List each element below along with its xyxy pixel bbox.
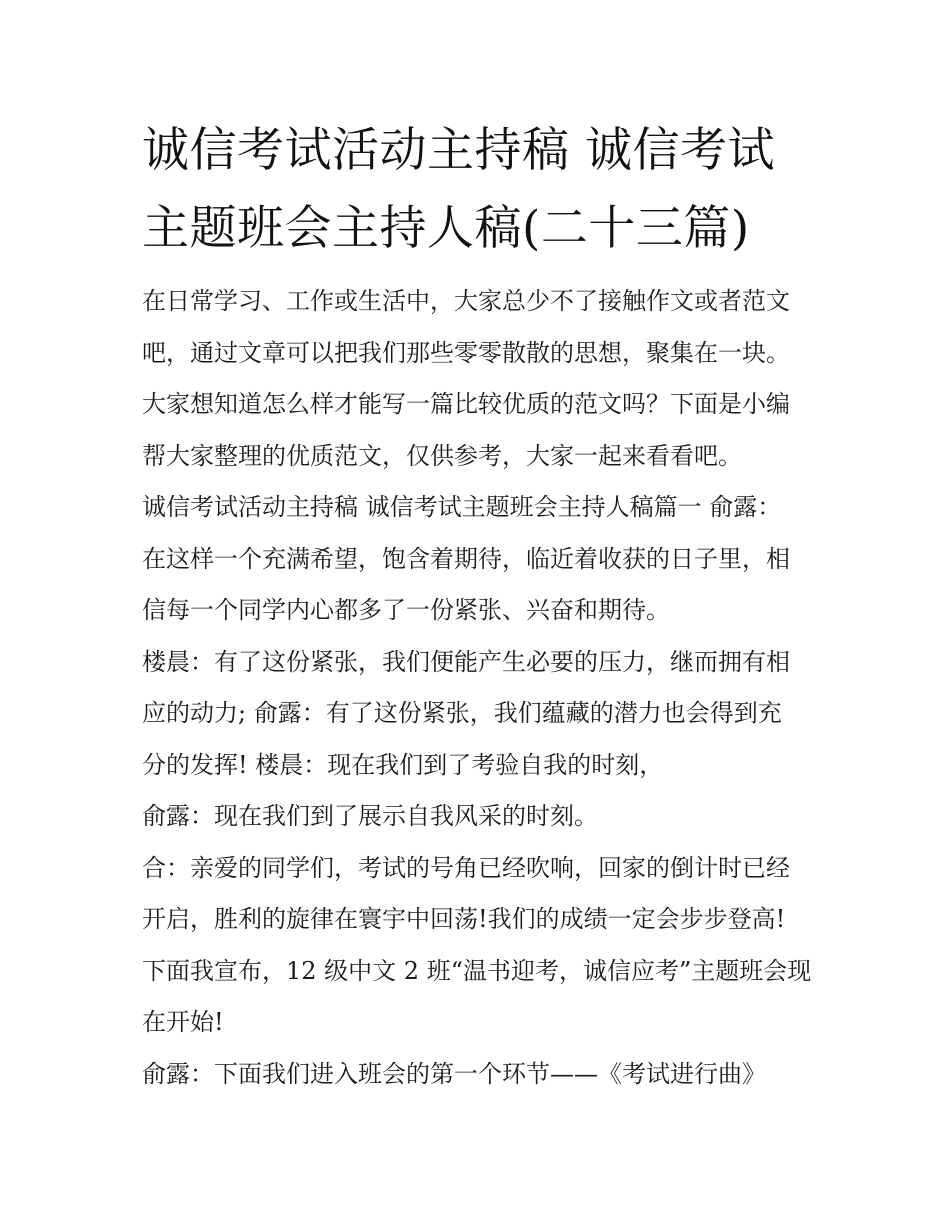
body-line: 诚信考试活动主持稿 诚信考试主题班会主持人稿篇一 俞露： bbox=[142, 493, 782, 521]
body-line: 楼晨：有了这份紧张，我们便能产生必要的压力，继而拥有相 bbox=[142, 647, 790, 676]
document-body bbox=[142, 276, 832, 1100]
body-line: 在开始! bbox=[142, 1008, 224, 1036]
body-line: 信每一个同学内心都多了一份紧张、兴奋和期待。 bbox=[142, 596, 670, 624]
body-line: 下面我宣布，12 级中文 2 班“温书迎考，诚信应考”主题班会现 bbox=[142, 956, 812, 985]
body-line: 合：亲爱的同学们，考试的号角已经吹响，回家的倒计时已经 bbox=[142, 853, 790, 882]
document-title bbox=[142, 112, 842, 268]
body-line: 帮大家整理的优质范文，仅供参考，大家一起来看看吧。 bbox=[142, 441, 742, 470]
body-line: 吧，通过文章可以把我们那些零零散散的思想，聚集在一块。 bbox=[142, 338, 790, 367]
body-line: 在日常学习、工作或生活中，大家总少不了接触作文或者范文 bbox=[142, 287, 790, 315]
body-line: 大家想知道怎么样才能写一篇比较优质的范文吗？下面是小编 bbox=[142, 390, 790, 418]
body-line: 俞露：现在我们到了展示自我风采的时刻。 bbox=[142, 802, 598, 830]
body-line: 应的动力; 俞露：有了这份紧张，我们蕴藏的潜力也会得到充 bbox=[142, 699, 782, 727]
body-line: 俞露：下面我们进入班会的第一个环节——《考试进行曲》 bbox=[142, 1059, 766, 1088]
body-line: 在这样一个充满希望，饱含着期待，临近着收获的日子里，相 bbox=[142, 544, 790, 573]
title-line: 主题班会主持人稿(二十三篇) bbox=[142, 201, 750, 256]
body-line: 开启，胜利的旋律在寰宇中回荡!我们的成绩一定会步步登高! bbox=[142, 905, 786, 933]
body-line: 分的发挥! 楼晨：现在我们到了考验自我的时刻， bbox=[142, 750, 664, 779]
title-line: 诚信考试活动主持稿 诚信考试 bbox=[142, 123, 775, 178]
